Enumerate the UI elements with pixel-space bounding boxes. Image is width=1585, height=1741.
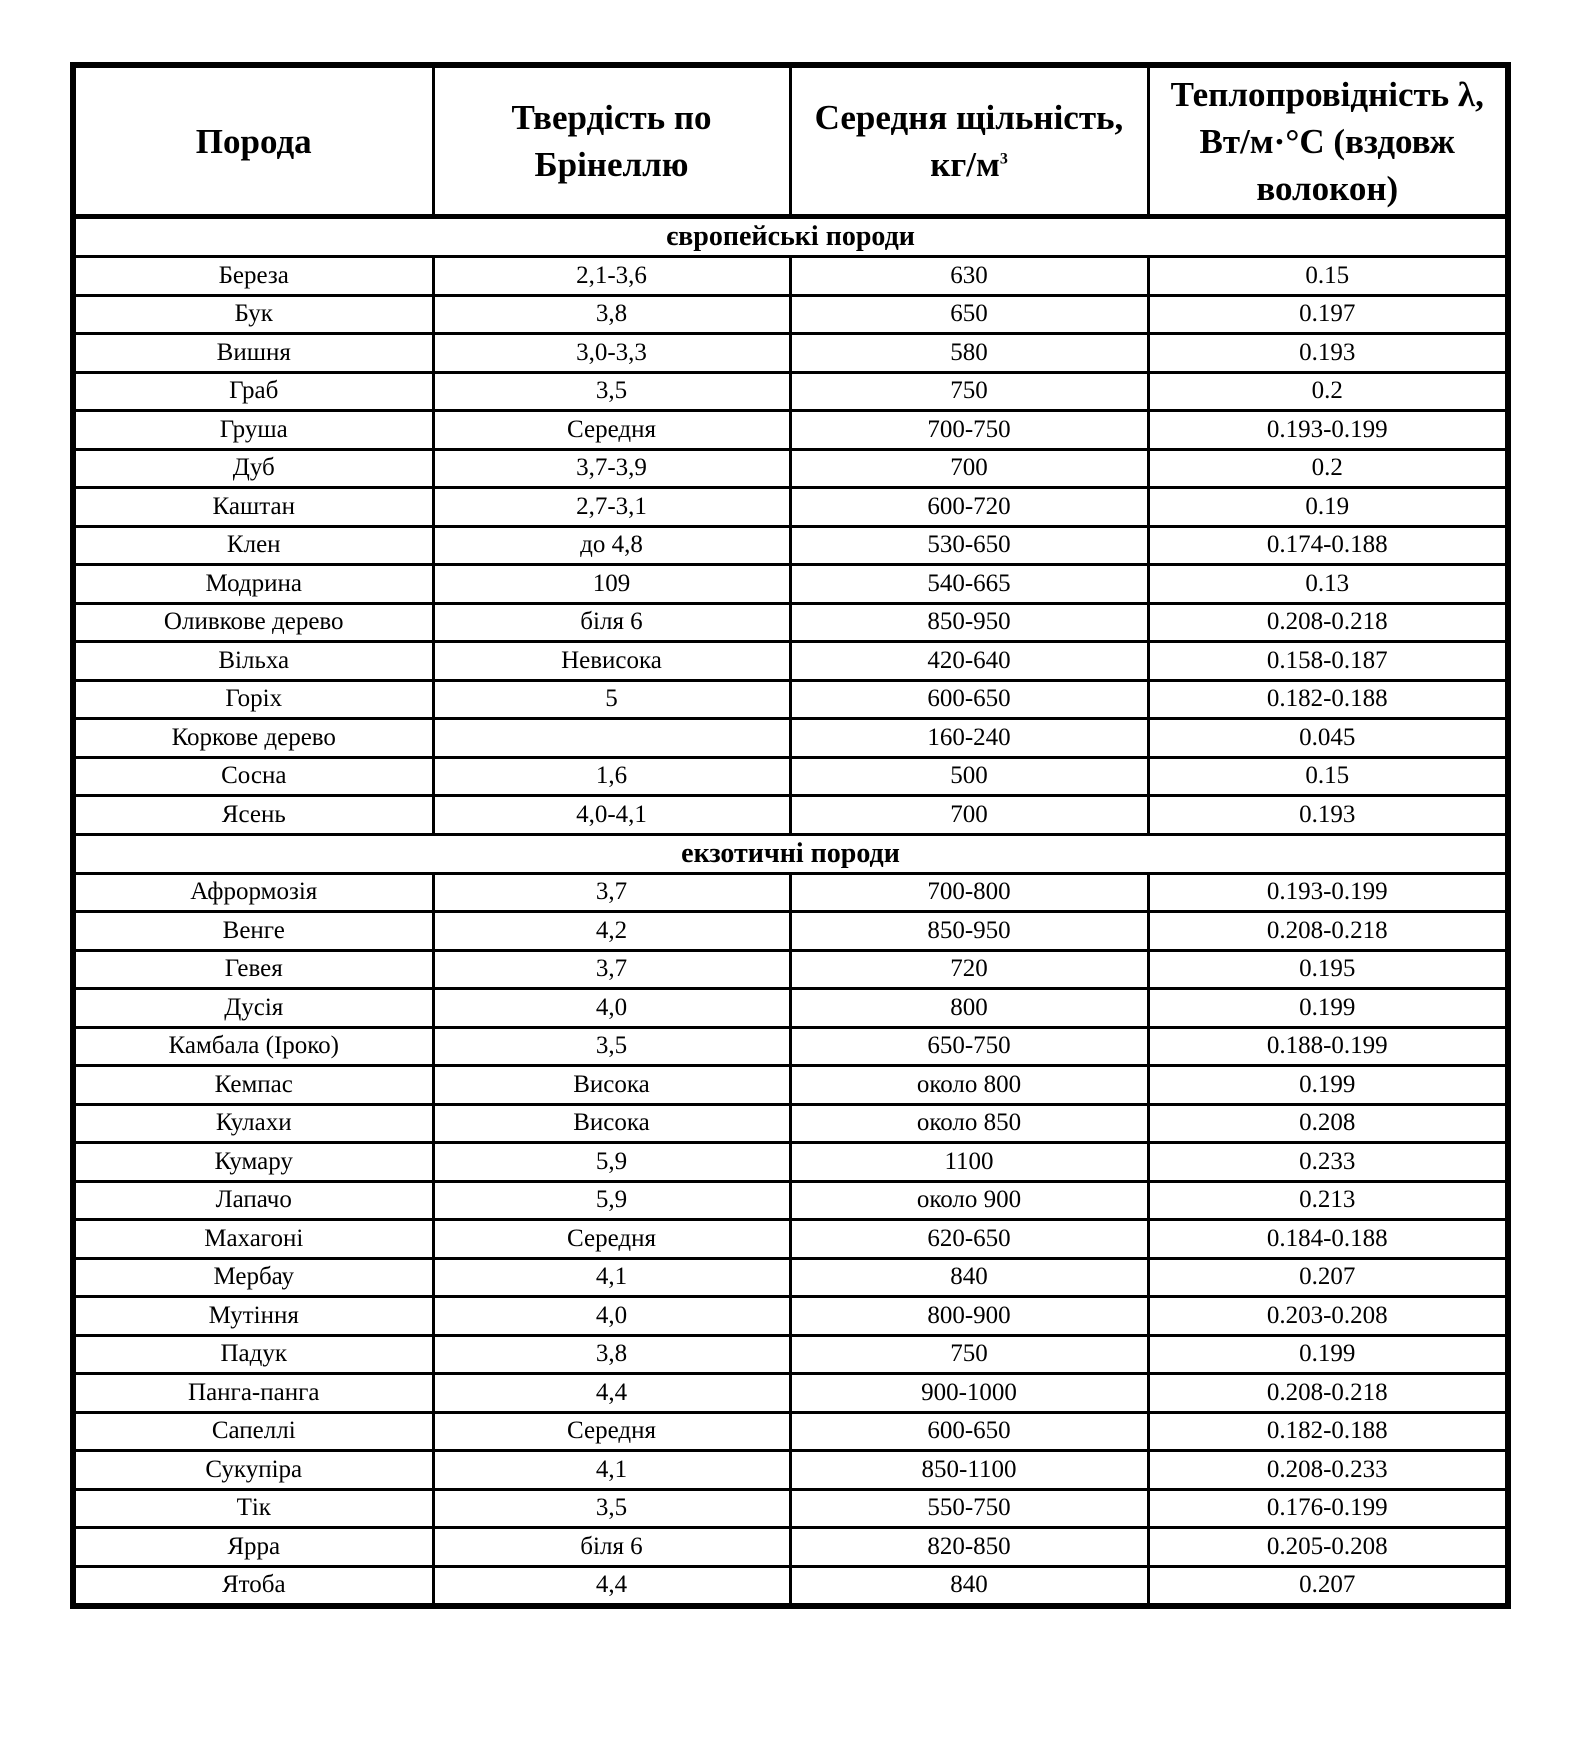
cell-species: Махагоні [73,1220,433,1259]
cell-conductivity: 0.207 [1148,1566,1508,1606]
table-row [73,757,1508,796]
cell-species: Граб [73,372,433,411]
cell-species: Лапачо [73,1181,433,1220]
header-hardness: Твердість по Брінеллю [433,65,790,217]
cell-conductivity: 0.15 [1148,257,1508,296]
table-body [73,217,1508,1607]
table-row [73,1104,1508,1143]
cell-conductivity: 0.208-0.218 [1148,912,1508,951]
wood-properties-table [70,62,1511,1609]
table-row [73,912,1508,951]
cell-density: 900-1000 [790,1374,1148,1413]
section-row [73,834,1508,873]
cell-hardness: 2,7-3,1 [433,488,790,527]
table-row [73,1181,1508,1220]
cell-hardness: 3,7-3,9 [433,449,790,488]
cell-density: 530-650 [790,526,1148,565]
cell-density: 820-850 [790,1528,1148,1567]
cell-hardness: 3,5 [433,372,790,411]
cell-hardness: Середня [433,411,790,450]
cell-density: 700-800 [790,873,1148,912]
cell-conductivity: 0.213 [1148,1181,1508,1220]
cell-conductivity: 0.045 [1148,719,1508,758]
cell-conductivity: 0.2 [1148,449,1508,488]
cell-species: Сапеллі [73,1412,433,1451]
cell-density: 600-650 [790,680,1148,719]
cell-conductivity: 0.203-0.208 [1148,1297,1508,1336]
cell-conductivity: 0.19 [1148,488,1508,527]
cell-hardness: 4,0 [433,1297,790,1336]
table-row [73,488,1508,527]
cell-hardness: 4,1 [433,1258,790,1297]
cell-conductivity: 0.193 [1148,334,1508,373]
cell-density: 650-750 [790,1027,1148,1066]
table-row [73,1489,1508,1528]
cell-conductivity: 0.158-0.187 [1148,642,1508,681]
cell-conductivity: 0.174-0.188 [1148,526,1508,565]
cell-species: Камбала (Іроко) [73,1027,433,1066]
cell-species: Дусія [73,989,433,1028]
cell-conductivity: 0.193-0.199 [1148,411,1508,450]
cell-conductivity: 0.197 [1148,295,1508,334]
cell-hardness: 3,7 [433,950,790,989]
cell-density: 850-950 [790,912,1148,951]
cell-conductivity: 0.208-0.218 [1148,603,1508,642]
cell-species: Вільха [73,642,433,681]
table-row [73,719,1508,758]
table-row [73,796,1508,835]
cell-hardness: 3,5 [433,1027,790,1066]
cell-conductivity: 0.205-0.208 [1148,1528,1508,1567]
cell-conductivity: 0.207 [1148,1258,1508,1297]
cell-hardness: 4,1 [433,1451,790,1490]
table-row [73,1335,1508,1374]
cell-density: 500 [790,757,1148,796]
cell-conductivity: 0.176-0.199 [1148,1489,1508,1528]
cell-hardness: 3,5 [433,1489,790,1528]
cell-species: Груша [73,411,433,450]
table-row [73,334,1508,373]
cell-conductivity: 0.2 [1148,372,1508,411]
cell-hardness: 5,9 [433,1143,790,1182]
table-row [73,449,1508,488]
cell-species: Вишня [73,334,433,373]
cell-species: Оливкове дерево [73,603,433,642]
table-row [73,1258,1508,1297]
cell-conductivity: 0.13 [1148,565,1508,604]
cell-density: 580 [790,334,1148,373]
cell-density: около 850 [790,1104,1148,1143]
cell-density: около 900 [790,1181,1148,1220]
cell-conductivity: 0.193-0.199 [1148,873,1508,912]
cell-species: Сосна [73,757,433,796]
cell-hardness: 3,7 [433,873,790,912]
cell-hardness [433,719,790,758]
table-row [73,295,1508,334]
cell-conductivity: 0.182-0.188 [1148,1412,1508,1451]
cell-species: Каштан [73,488,433,527]
cell-species: Венге [73,912,433,951]
cell-species: Панга-панга [73,1374,433,1413]
cell-hardness: Середня [433,1220,790,1259]
table-row [73,565,1508,604]
cell-hardness: 4,4 [433,1374,790,1413]
cell-conductivity: 0.195 [1148,950,1508,989]
cell-conductivity: 0.199 [1148,989,1508,1028]
cell-hardness: 109 [433,565,790,604]
cell-density: 650 [790,295,1148,334]
cell-species: Коркове дерево [73,719,433,758]
cell-density: 850-950 [790,603,1148,642]
cell-hardness: 3,0-3,3 [433,334,790,373]
header-row [73,65,1508,217]
section-row [73,217,1508,257]
cell-density: 700-750 [790,411,1148,450]
table-row [73,526,1508,565]
cell-species: Мутіння [73,1297,433,1336]
cell-conductivity: 0.188-0.199 [1148,1027,1508,1066]
cell-density: 700 [790,796,1148,835]
table-row [73,1066,1508,1105]
cell-species: Горіх [73,680,433,719]
cell-density: 840 [790,1258,1148,1297]
section-title: екзотичні породи [73,834,1508,873]
cell-hardness: 3,8 [433,1335,790,1374]
cell-hardness: 2,1-3,6 [433,257,790,296]
cell-density: 720 [790,950,1148,989]
cell-hardness: 3,8 [433,295,790,334]
cell-density: 630 [790,257,1148,296]
cell-density: 800-900 [790,1297,1148,1336]
cell-hardness: 4,0-4,1 [433,796,790,835]
table-row [73,1220,1508,1259]
table-row [73,1412,1508,1451]
table-row [73,603,1508,642]
table-row [73,1451,1508,1490]
cell-density: 550-750 [790,1489,1148,1528]
cell-conductivity: 0.15 [1148,757,1508,796]
cell-density: 850-1100 [790,1451,1148,1490]
cell-conductivity: 0.233 [1148,1143,1508,1182]
cell-density: 1100 [790,1143,1148,1182]
table-row [73,950,1508,989]
cell-species: Мербау [73,1258,433,1297]
cell-hardness: біля 6 [433,1528,790,1567]
table-row [73,1566,1508,1606]
table-row [73,989,1508,1028]
table-row [73,1143,1508,1182]
cell-species: Кулахи [73,1104,433,1143]
cell-species: Афрормозія [73,873,433,912]
cell-hardness: 4,0 [433,989,790,1028]
header-density [790,65,1148,217]
cell-density: 800 [790,989,1148,1028]
cell-density: 750 [790,372,1148,411]
cell-conductivity: 0.208-0.218 [1148,1374,1508,1413]
cell-species: Клен [73,526,433,565]
table-row [73,680,1508,719]
section-title: європейські породи [73,217,1508,257]
cell-conductivity: 0.208 [1148,1104,1508,1143]
cell-hardness: 5,9 [433,1181,790,1220]
cell-hardness: біля 6 [433,603,790,642]
cell-density: 750 [790,1335,1148,1374]
table-row [73,411,1508,450]
cell-hardness: 1,6 [433,757,790,796]
cell-hardness: 4,2 [433,912,790,951]
cell-density: 540-665 [790,565,1148,604]
cell-species: Ярра [73,1528,433,1567]
cell-species: Дуб [73,449,433,488]
cell-hardness: 5 [433,680,790,719]
cell-hardness: до 4,8 [433,526,790,565]
table-row [73,1027,1508,1066]
cell-conductivity: 0.184-0.188 [1148,1220,1508,1259]
cell-density: 600-720 [790,488,1148,527]
cell-density: 600-650 [790,1412,1148,1451]
cell-density: 420-640 [790,642,1148,681]
table-row [73,257,1508,296]
header-density-text: Середня щільність, кг/м [814,98,1124,184]
cell-hardness: 4,4 [433,1566,790,1606]
cell-conductivity: 0.208-0.233 [1148,1451,1508,1490]
cell-density: 160-240 [790,719,1148,758]
header-species: Порода [73,65,433,217]
cell-hardness: Невисока [433,642,790,681]
cell-species: Модрина [73,565,433,604]
cell-hardness: Висока [433,1104,790,1143]
table-row [73,873,1508,912]
cell-density: 700 [790,449,1148,488]
table-row [73,1297,1508,1336]
cell-density: около 800 [790,1066,1148,1105]
table-row [73,1528,1508,1567]
cell-species: Падук [73,1335,433,1374]
cell-species: Сукупіра [73,1451,433,1490]
cell-hardness: Середня [433,1412,790,1451]
cell-species: Ятоба [73,1566,433,1606]
cell-conductivity: 0.193 [1148,796,1508,835]
table-row [73,372,1508,411]
cell-species: Береза [73,257,433,296]
cell-density: 620-650 [790,1220,1148,1259]
cell-species: Тік [73,1489,433,1528]
cell-species: Ясень [73,796,433,835]
cell-species: Кумару [73,1143,433,1182]
cell-conductivity: 0.199 [1148,1335,1508,1374]
cell-species: Бук [73,295,433,334]
table-row [73,642,1508,681]
cell-species: Кемпас [73,1066,433,1105]
cell-hardness: Висока [433,1066,790,1105]
cell-conductivity: 0.182-0.188 [1148,680,1508,719]
cell-species: Гевея [73,950,433,989]
header-density-exponent: 3 [999,150,1008,168]
header-conductivity: Теплопровідність λ, Вт/м·°С (вздовж волокон) [1148,65,1508,217]
table-row [73,1374,1508,1413]
cell-conductivity: 0.199 [1148,1066,1508,1105]
cell-density: 840 [790,1566,1148,1606]
